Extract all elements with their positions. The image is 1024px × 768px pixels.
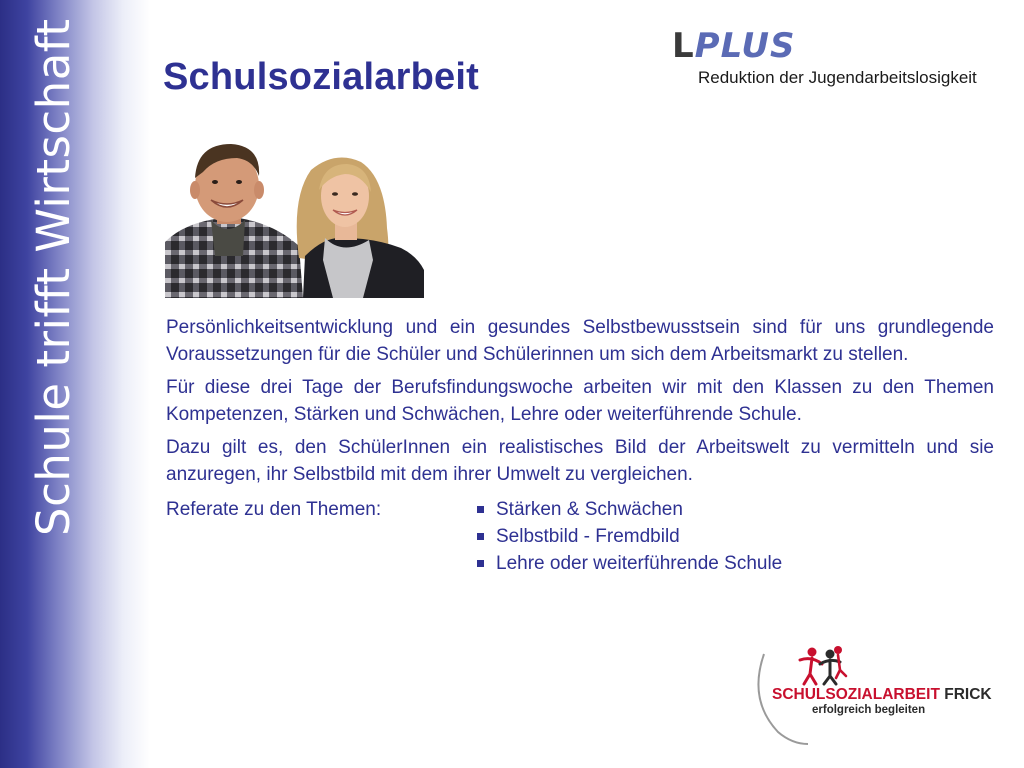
lplus-subtitle: Reduktion der Jugendarbeitslosigkeit (698, 68, 977, 87)
list-item-text: Selbstbild - Fremdbild (496, 526, 680, 547)
list-item-text: Lehre oder weiterführende Schule (496, 553, 783, 574)
page-title: Schulsozialarbeit (163, 56, 479, 98)
paragraph-personality: Persönlichkeitsentwicklung und ein gesundes Selbstbewusstsein sind für uns grundlegende Voraussetzungen für die Schüler und Schülerinnen um sich dem Arbeitsmarkt zu stellen. (166, 317, 994, 365)
footer-logo-title-red: SCHULSOZIALARBEIT (772, 686, 940, 703)
lplus-logo (672, 26, 992, 96)
topics-list (474, 496, 782, 577)
paragraph-career-week: Für diese drei Tage der Berufsfindungswoche arbeiten wir mit den Klassen zu den Themen Kompetenzen, Stärken und Schwächen, Lehre oder weiterführende Schule. (166, 377, 994, 425)
lplus-logo-plus: PLUS (694, 26, 796, 66)
topics-label: Referate zu den Themen: (166, 499, 382, 520)
schulsozialarbeit-frick-logo (752, 640, 992, 750)
square-bullet-icon (477, 560, 484, 567)
footer-logo-subtitle: erfolgreich begleiten (812, 704, 926, 716)
footer-logo-title-dark: FRICK (944, 686, 992, 703)
square-bullet-icon (477, 506, 484, 513)
list-item (474, 496, 782, 523)
footer-logo-title (772, 686, 992, 704)
square-bullet-icon (477, 533, 484, 540)
vertical-slogan: Schule trifft Wirtschaft (27, 18, 80, 536)
content-body (166, 314, 994, 586)
photo-image (165, 138, 424, 298)
list-item (474, 550, 782, 577)
list-item-text: Stärken & Schwächen (496, 499, 683, 520)
paragraph-self-image: Dazu gilt es, den SchülerInnen ein realistisches Bild der Arbeitswelt zu vermitteln und sie anzuregen, ihr Selbstbild mit dem ihrer Umwelt zu vergleichen. (166, 437, 994, 485)
lplus-logo-mark (672, 26, 796, 66)
lplus-logo-l: L (672, 26, 695, 66)
photo-of-two-people (165, 138, 424, 298)
topics-section (166, 496, 994, 586)
list-item (474, 523, 782, 550)
